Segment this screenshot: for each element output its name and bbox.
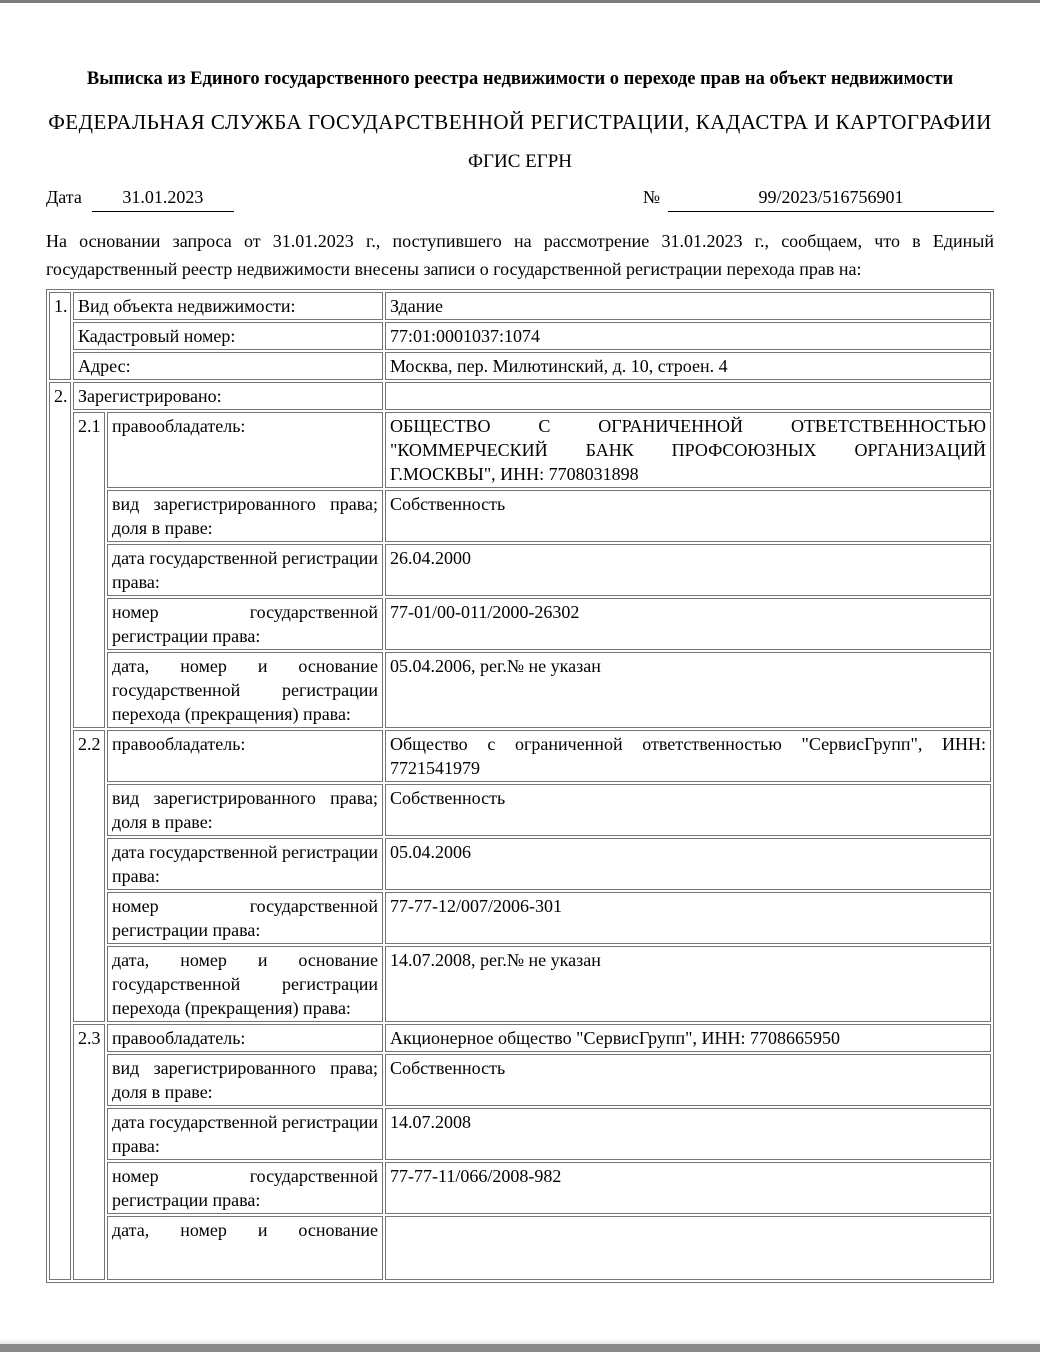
field-value-cell <box>385 1216 991 1280</box>
field-value-cell: 77-01/00-011/2000-26302 <box>385 598 991 650</box>
table-row <box>49 490 991 542</box>
section-title-cell: Зарегистрировано: <box>73 382 383 410</box>
date-value: 31.01.2023 <box>92 187 234 212</box>
date-label: Дата <box>46 187 82 207</box>
field-value-cell: 14.07.2008, рег.№ не указан <box>385 946 991 1022</box>
table-row <box>49 946 991 1022</box>
field-label-cell: вид зарегистрированного права; доля в праве: <box>107 1054 383 1106</box>
field-value-cell: 77:01:0001037:1074 <box>385 322 991 350</box>
record-number-cell: 2.2 <box>73 730 105 1022</box>
field-label-cell: правообладатель: <box>107 1024 383 1052</box>
number-label: № <box>642 187 660 207</box>
document-number-group <box>643 187 994 212</box>
field-label-cell: дата, номер и основание государственной регистрации перехода (прекращения) права: <box>107 652 383 728</box>
field-value-cell: 14.07.2008 <box>385 1108 991 1160</box>
field-label-cell: номер государственной регистрации права: <box>107 1162 383 1214</box>
table-row <box>49 292 991 320</box>
table-row <box>49 784 991 836</box>
record-number-cell: 2.1 <box>73 412 105 728</box>
field-label-cell: вид зарегистрированного права; доля в праве: <box>107 490 383 542</box>
document-title: Выписка из Единого государственного реестра недвижимости о переходе прав на объект недвижимости <box>86 69 954 89</box>
page-bottom-edge <box>0 1344 1040 1352</box>
field-value-cell: 26.04.2000 <box>385 544 991 596</box>
field-value-cell: ОБЩЕСТВО С ОГРАНИЧЕННОЙ ОТВЕТСТВЕННОСТЬЮ "КОММЕРЧЕСКИЙ БАНК ПРОФСОЮЗНЫХ ОРГАНИЗАЦИЙ Г.МОСКВЫ", ИНН: 7708031898 <box>385 412 991 488</box>
table-row <box>49 598 991 650</box>
field-value-cell: Общество с ограниченной ответственностью "СервисГрупп", ИНН: 7721541979 <box>385 730 991 782</box>
field-label-cell: Кадастровый номер: <box>73 322 383 350</box>
table-row <box>49 352 991 380</box>
field-value-cell: Собственность <box>385 490 991 542</box>
field-label-cell: Вид объекта недвижимости: <box>73 292 383 320</box>
field-value-cell: Москва, пер. Милютинский, д. 10, строен. 4 <box>385 352 991 380</box>
document-meta-row <box>46 187 994 212</box>
record-number-cell: 2.3 <box>73 1024 105 1280</box>
field-label-cell: номер государственной регистрации права: <box>107 598 383 650</box>
field-label-cell: дата, номер и основание <box>107 1216 383 1280</box>
field-label-cell: дата, номер и основание государственной регистрации перехода (прекращения) права: <box>107 946 383 1022</box>
table-row <box>49 652 991 728</box>
table-row <box>49 1108 991 1160</box>
field-value-cell: Акционерное общество "СервисГрупп", ИНН: 7708665950 <box>385 1024 991 1052</box>
table-row <box>49 382 991 410</box>
field-label-cell: правообладатель: <box>107 730 383 782</box>
date-group <box>46 187 234 212</box>
table-row <box>49 1054 991 1106</box>
property-rights-table <box>46 289 994 1283</box>
field-label-cell: дата государственной регистрации права: <box>107 838 383 890</box>
field-value-cell: 77-77-12/007/2006-301 <box>385 892 991 944</box>
section-number-cell: 1. <box>49 292 71 380</box>
field-value-cell: Собственность <box>385 1054 991 1106</box>
agency-name: ФЕДЕРАЛЬНАЯ СЛУЖБА ГОСУДАРСТВЕННОЙ РЕГИСТРАЦИИ, КАДАСТРА И КАРТОГРАФИИ <box>48 110 992 134</box>
field-label-cell: Адрес: <box>73 352 383 380</box>
field-value-cell: Здание <box>385 292 991 320</box>
field-value-cell: Собственность <box>385 784 991 836</box>
number-value: 99/2023/516756901 <box>668 187 994 212</box>
section-number-cell: 2. <box>49 382 71 1280</box>
table-row <box>49 730 991 782</box>
field-label-cell: номер государственной регистрации права: <box>107 892 383 944</box>
table-row-clipped <box>49 1216 991 1280</box>
system-name: ФГИС ЕГРН <box>467 151 573 172</box>
table-row <box>49 544 991 596</box>
field-value-cell: 05.04.2006, рег.№ не указан <box>385 652 991 728</box>
field-label-cell: дата государственной регистрации права: <box>107 1108 383 1160</box>
table-row <box>49 1162 991 1214</box>
field-label-cell: правообладатель: <box>107 412 383 488</box>
table-row <box>49 1024 991 1052</box>
table-row <box>49 322 991 350</box>
field-value-cell: 77-77-11/066/2008-982 <box>385 1162 991 1214</box>
document-page <box>0 3 1040 1301</box>
table-row <box>49 892 991 944</box>
field-value-cell: 05.04.2006 <box>385 838 991 890</box>
table-row <box>49 412 991 488</box>
page-top-edge <box>0 0 1040 3</box>
intro-paragraph: На основании запроса от 31.01.2023 г., поступившего на рассмотрение 31.01.2023 г., сообщаем, что в Единый государственный реестр недвижимости внесены записи о государственной регистрации перехода прав на: <box>46 231 994 279</box>
table-row <box>49 838 991 890</box>
field-value-cell <box>385 382 991 410</box>
field-label-cell: дата государственной регистрации права: <box>107 544 383 596</box>
field-label-cell: вид зарегистрированного права; доля в праве: <box>107 784 383 836</box>
